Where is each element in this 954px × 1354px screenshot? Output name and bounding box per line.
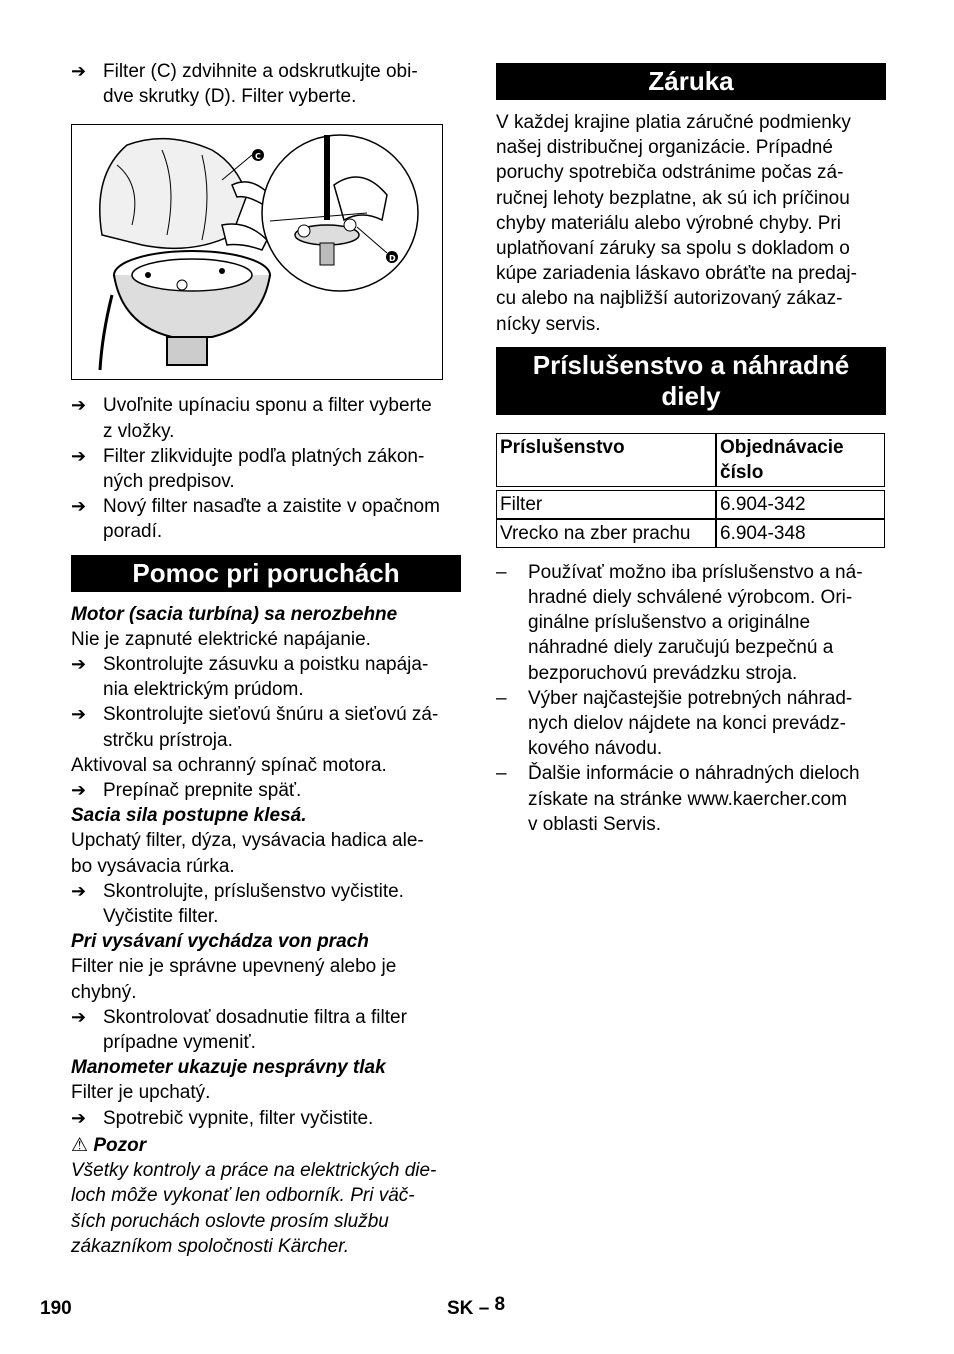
arrow-icon: ➔ <box>71 780 87 801</box>
step-release-clamp <box>71 393 461 443</box>
page-number: 190 <box>40 1298 72 1319</box>
warranty-line: V každej krajine platia záručné podmienky <box>496 112 851 133</box>
warning-text-line: loch môže vykonať len odborník. Pri väč- <box>71 1185 415 1207</box>
header-line: číslo <box>720 461 764 483</box>
step-text-line: Vyčistite filter. <box>103 906 219 928</box>
warranty-heading: Záruka <box>496 63 886 100</box>
header-order-number <box>716 433 885 487</box>
note-line: Používať možno iba príslušenstvo a ná- <box>528 561 863 583</box>
fault3-cause-line: Filter nie je správne upevnený alebo je <box>71 956 397 978</box>
fault2-cause-line: Upchatý filter, dýza, vysávacia hadica ale- <box>71 830 424 852</box>
arrow-icon: ➔ <box>71 1107 87 1128</box>
warranty-line: nícky servis. <box>496 313 601 335</box>
warranty-line: poruchy spotrebiča odstránime počas zá- <box>496 162 844 184</box>
warranty-line: cu alebo na najbližší autorizovaný zákaz- <box>496 288 843 310</box>
page-footer-label <box>447 1296 505 1321</box>
step-install-new-filter <box>71 494 461 544</box>
step-text-line: ných predpisov. <box>103 471 235 493</box>
accessories-heading <box>496 347 886 415</box>
filter-illustration <box>71 124 443 380</box>
table-row <box>496 490 885 519</box>
arrow-icon: ➔ <box>71 395 87 416</box>
fault1-cause: Nie je zapnuté elektrické napájanie. <box>71 628 371 650</box>
step-text-line: Uvoľnite upínaciu sponu a filter vyberte <box>103 395 432 417</box>
warning-text-line: zákazníkom spoločnosti Kärcher. <box>71 1235 350 1257</box>
heading-line: diely <box>661 380 721 411</box>
fault4-step <box>71 1106 461 1131</box>
note-line: kového návodu. <box>528 738 663 760</box>
note-line: bezporuchovú prevádzku stroja. <box>528 662 798 684</box>
fault3-step <box>71 1005 461 1055</box>
arrow-icon: ➔ <box>71 1006 87 1027</box>
note-line: hradné diely schválené výrobcom. Ori- <box>528 587 853 609</box>
note-line: Ďalšie informácie o náhradných dieloch <box>528 763 860 785</box>
step-text-line: dve skrutky (D). Filter vyberte. <box>103 86 357 108</box>
step-text-line: Skontrolujte sieťovú šnúru a sieťovú zá- <box>103 704 439 726</box>
warranty-text <box>496 110 886 337</box>
footer-dash: – <box>478 1298 490 1319</box>
language-code: SK <box>447 1298 474 1319</box>
step-text-line: nia elektrickým prúdom. <box>103 679 304 701</box>
fault1-step2 <box>71 702 461 752</box>
step-text-line: Nový filter nasaďte a zaistite v opačnom <box>103 496 440 518</box>
cell-code: 6.904-348 <box>716 519 885 548</box>
label-d: D <box>389 254 396 264</box>
warning-title <box>71 1133 461 1158</box>
dash-bullet: – <box>496 763 507 785</box>
fault1-step3 <box>71 778 461 803</box>
arrow-icon: ➔ <box>71 61 87 81</box>
dash-bullet: – <box>496 687 507 709</box>
troubleshooting-heading: Pomoc pri poruchách <box>71 555 461 592</box>
warning-text-line: Všetky kontroly a práce na elektrických die- <box>71 1160 437 1182</box>
step-text-line: poradí. <box>103 521 163 543</box>
note-line: v oblasti Servis. <box>528 813 662 835</box>
arrow-icon: ➔ <box>71 704 87 725</box>
note-line: získate na stránke www.kaercher.com <box>528 788 847 810</box>
warranty-line: našej distribučnej organizácie. Prípadné <box>496 137 833 159</box>
label-c: C <box>255 152 261 162</box>
dash-bullet: – <box>496 561 507 583</box>
fault2-step <box>71 879 461 929</box>
step-text-line: Prepínač prepnite späť. <box>103 780 302 802</box>
step-text-line: Filter (C) zdvihnite a odskrutkujte obi- <box>103 61 418 82</box>
fault2-title: Sacia sila postupne klesá. <box>71 805 307 827</box>
step-remove-filter <box>71 59 461 109</box>
cell-name: Vrecko na zber prachu <box>496 519 716 548</box>
header-line: Objednávacie <box>720 436 844 458</box>
step-text-line: Skontrolujte, príslušenstvo vyčistite. <box>103 880 404 902</box>
note-line: ginálne príslušenstvo a originálne <box>528 612 811 634</box>
right-column <box>496 63 886 837</box>
step-text-line: Skontrolujte zásuvku a poistku napája- <box>103 654 429 676</box>
step-text-line: strčku prístroja. <box>103 729 233 751</box>
fault1-title: Motor (sacia turbína) sa nerozbehne <box>71 603 398 625</box>
note-item <box>496 761 886 837</box>
left-column <box>71 59 461 1259</box>
note-item <box>496 686 886 762</box>
step-text-line: Spotrebič vypnite, filter vyčistite. <box>103 1107 374 1129</box>
step-text-line: z vložky. <box>103 420 175 442</box>
fault3-cause-line: chybný. <box>71 981 137 1003</box>
warning-text-line: ších poruchách oslovte prosím službu <box>71 1210 389 1232</box>
step-text-line: Skontrolovať dosadnutie filtra a filter <box>103 1006 407 1028</box>
fault1-step1 <box>71 652 461 702</box>
fault1-cause2: Aktivoval sa ochranný spínač motora. <box>71 754 387 776</box>
fault4-title: Manometer ukazuje nesprávny tlak <box>71 1057 386 1079</box>
header-accessory: Príslušenstvo <box>496 433 716 487</box>
warranty-line: kúpe zariadenia láskavo obráťte na predaj- <box>496 263 857 285</box>
step-text-line: Filter zlikvidujte podľa platných zákon- <box>103 445 425 467</box>
cell-name: Filter <box>496 490 716 519</box>
table-header-row <box>496 433 885 487</box>
table-row <box>496 519 885 548</box>
note-line: nych dielov nájdete na konci prevádz- <box>528 713 846 735</box>
filter-drawing <box>72 125 444 381</box>
note-line: Výber najčastejšie potrebných náhrad- <box>528 687 853 709</box>
warranty-line: ručnej lehoty bezplatne, ak sú ich príčinou <box>496 187 850 209</box>
cell-code: 6.904-342 <box>716 490 885 519</box>
warning-triangle-icon: ⚠ <box>71 1134 89 1156</box>
arrow-icon: ➔ <box>71 445 87 466</box>
arrow-icon: ➔ <box>71 880 87 901</box>
fault4-cause: Filter je upchatý. <box>71 1082 211 1104</box>
step-text-line: prípadne vymeniť. <box>103 1032 256 1054</box>
arrow-icon: ➔ <box>71 654 87 675</box>
fault2-cause-line: bo vysávacia rúrka. <box>71 855 235 877</box>
accessories-table <box>496 433 885 548</box>
fault3-title: Pri vysávaní vychádza von prach <box>71 931 369 953</box>
note-line: náhradné diely zaručujú bezpečnú a <box>528 637 834 659</box>
warranty-line: uplatňovaní záruky sa spolu s dokladom o <box>496 238 850 260</box>
heading-line: Príslušenstvo a náhradné <box>532 349 850 380</box>
section-page: 8 <box>494 1294 506 1315</box>
step-dispose-filter <box>71 444 461 494</box>
arrow-icon: ➔ <box>71 496 87 517</box>
warning-label: Pozor <box>93 1134 147 1156</box>
warranty-line: chyby materiálu alebo výrobné chyby. Pri <box>496 212 841 234</box>
note-item <box>496 560 886 686</box>
